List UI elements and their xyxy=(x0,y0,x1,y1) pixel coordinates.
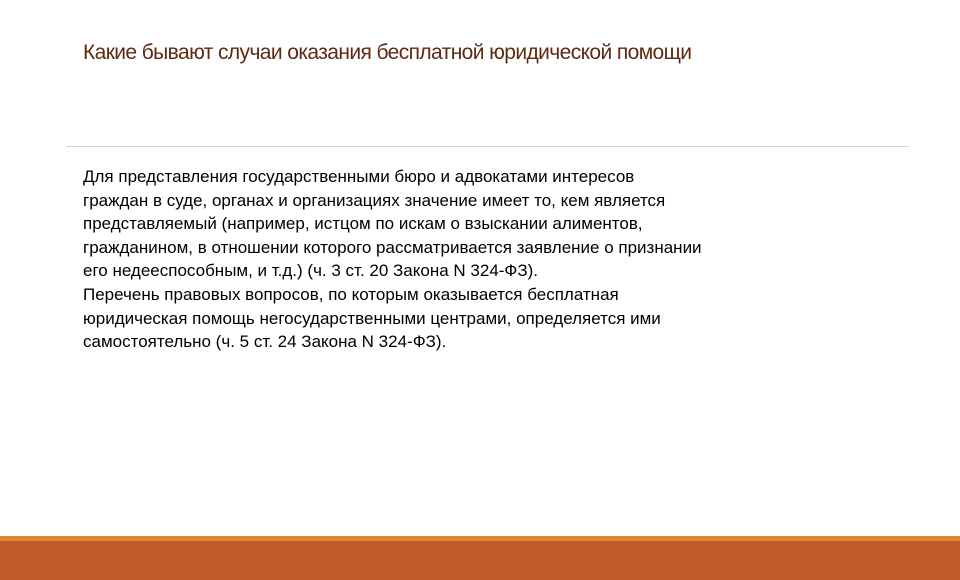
slide-body xyxy=(83,165,813,354)
paragraph-legal-issues xyxy=(83,283,813,354)
body-line: Перечень правовых вопросов, по которым оказывается бесплатная xyxy=(83,284,619,304)
body-line: его недееспособным, и т.д.) (ч. 3 ст. 20 Закона N 324-ФЗ). xyxy=(83,261,539,281)
footer-band xyxy=(0,541,960,580)
slide-title: Какие бывают случаи оказания бесплатной юридической помощи xyxy=(83,41,692,64)
body-line: Для представления государственными бюро и адвокатами интересов xyxy=(83,167,635,186)
body-line: гражданином, в отношении которого рассматривается заявление о признании xyxy=(83,237,702,257)
paragraph-representation xyxy=(83,165,813,283)
title-divider xyxy=(66,146,909,147)
body-line: представляемый (например, истцом по искам о взыскании алиментов, xyxy=(83,214,643,234)
body-line: самостоятельно (ч. 5 ст. 24 Закона N 324-ФЗ). xyxy=(83,332,447,352)
body-line: юридическая помощь негосударственными центрами, определяется ими xyxy=(83,308,661,328)
body-line: граждан в суде, органах и организациях значение имеет то, кем является xyxy=(83,190,666,210)
